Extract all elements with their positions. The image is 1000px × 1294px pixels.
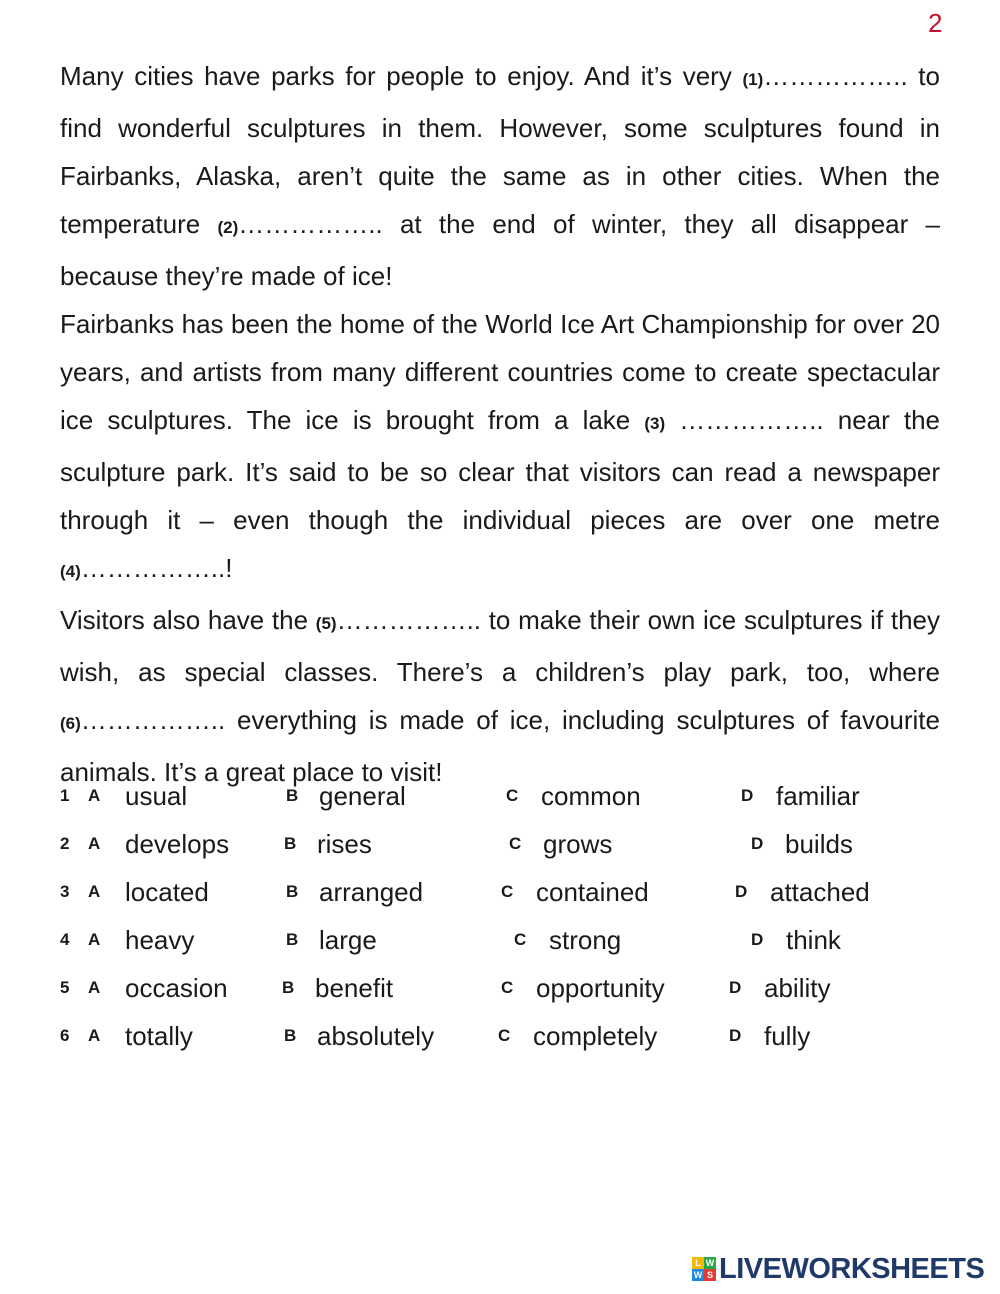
option-letter-b: B [286,882,299,901]
gap-number-1: (1) [742,70,764,89]
paragraph-2 [60,300,940,596]
option-letter-c: C [501,882,514,901]
option-c[interactable]: contained [536,877,649,907]
liveworksheets-logo [692,1254,988,1284]
option-letter-b: B [284,1026,297,1045]
answer-options [60,770,940,1058]
option-d[interactable]: builds [785,829,853,859]
question-row-3 [60,866,940,914]
option-letter-b: B [286,786,299,805]
option-letter-d: D [751,930,764,949]
gap-number-5: (5) [315,614,337,633]
option-letter-d: D [729,978,742,997]
option-letter-b: B [286,930,299,949]
option-b[interactable]: absolutely [317,1021,435,1051]
paragraph-3-text-c: …………….. everything is made of ice, including sculptures of favourite animals. It’s a great place to visit! [60,705,940,787]
option-b[interactable]: benefit [315,973,394,1003]
option-letter-d: D [735,882,748,901]
question-number: 1 [60,786,70,805]
question-row-6 [60,1010,940,1058]
page-number: 2 [928,8,943,38]
option-c[interactable]: strong [549,925,622,955]
option-letter-a: A [88,1026,101,1045]
paragraph-1-text-c: …………….. at the end of winter, they all disappear – because they’re made of ice! [60,209,941,291]
reading-passage [60,52,940,796]
option-a[interactable]: heavy [125,925,195,955]
paragraph-2-text-a: Fairbanks has been the home of the World Ice Art Championship for over 20 years, and artists from many different countries come to create spectacular ice sculptures. The ice is brought from a lake [60,309,940,435]
option-d[interactable]: ability [764,973,831,1003]
option-a[interactable]: located [125,877,209,907]
logo-icon-letter-l: L [692,1257,704,1269]
question-number: 4 [60,930,70,949]
question-number: 3 [60,882,70,901]
option-d[interactable]: fully [764,1021,811,1051]
gap-number-2: (2) [217,218,239,237]
option-letter-a: A [88,978,101,997]
option-c[interactable]: common [541,781,641,811]
option-letter-c: C [509,834,522,853]
option-letter-c: C [501,978,514,997]
option-letter-c: C [506,786,519,805]
option-letter-b: B [282,978,295,997]
logo-text: LIVEWORKSHEETS [719,1252,985,1285]
paragraph-2-text-b: …………….. near the sculpture park. It’s said to be so clear that visitors can read a newspaper through it – even though the individual pieces are over one metre [60,405,940,535]
option-letter-a: A [88,834,101,853]
question-row-1 [60,770,940,818]
paragraph-3-text-b: …………….. to make their own ice sculptures if they wish, as special classes. There’s a children’s play park, too, where [60,605,940,687]
option-a[interactable]: usual [125,781,188,811]
option-b[interactable]: large [319,925,377,955]
paragraph-1-text-b: …………….. to find wonderful sculptures in them. However, some sculptures found in Fairbanks, Alaska, aren’t quite the same as in other cities. When the temperature [60,61,940,239]
logo-icon-letter-w2: W [693,1270,703,1280]
option-letter-d: D [741,786,754,805]
option-d[interactable]: familiar [776,781,860,811]
option-letter-b: B [284,834,297,853]
gap-number-6: (6) [60,714,81,733]
option-b[interactable]: rises [317,829,372,859]
option-letter-a: A [88,882,101,901]
option-letter-c: C [514,930,527,949]
gap-number-3: (3) [644,414,666,433]
option-a[interactable]: totally [125,1021,193,1051]
option-b[interactable]: general [319,781,406,811]
question-number: 6 [60,1026,70,1045]
paragraph-3 [60,596,940,796]
option-letter-d: D [751,834,764,853]
question-row-5 [60,962,940,1010]
question-row-4 [60,914,940,962]
option-c[interactable]: grows [543,829,613,859]
paragraph-2-text-c: ……………..! [80,553,233,583]
liveworksheets-logo-icon [692,1257,716,1281]
logo-icon-letter-w: W [705,1258,715,1268]
option-c[interactable]: completely [533,1021,658,1051]
option-c[interactable]: opportunity [536,973,665,1003]
paragraph-1 [60,52,940,300]
gap-number-4: (4) [60,562,81,581]
question-number: 2 [60,834,70,853]
option-letter-d: D [729,1026,742,1045]
option-letter-a: A [88,786,101,805]
option-a[interactable]: occasion [125,973,228,1003]
paragraph-1-text-a: Many cities have parks for people to enjoy. And it’s very [60,61,743,91]
option-d[interactable]: think [786,925,841,955]
paragraph-3-text-a: Visitors also have the [60,605,316,635]
question-row-2 [60,818,940,866]
option-a[interactable]: develops [125,829,230,859]
option-letter-c: C [498,1026,511,1045]
option-d[interactable]: attached [770,877,870,907]
option-b[interactable]: arranged [319,877,424,907]
logo-icon-letter-s: S [704,1269,716,1281]
option-letter-a: A [88,930,101,949]
question-number: 5 [60,978,70,997]
